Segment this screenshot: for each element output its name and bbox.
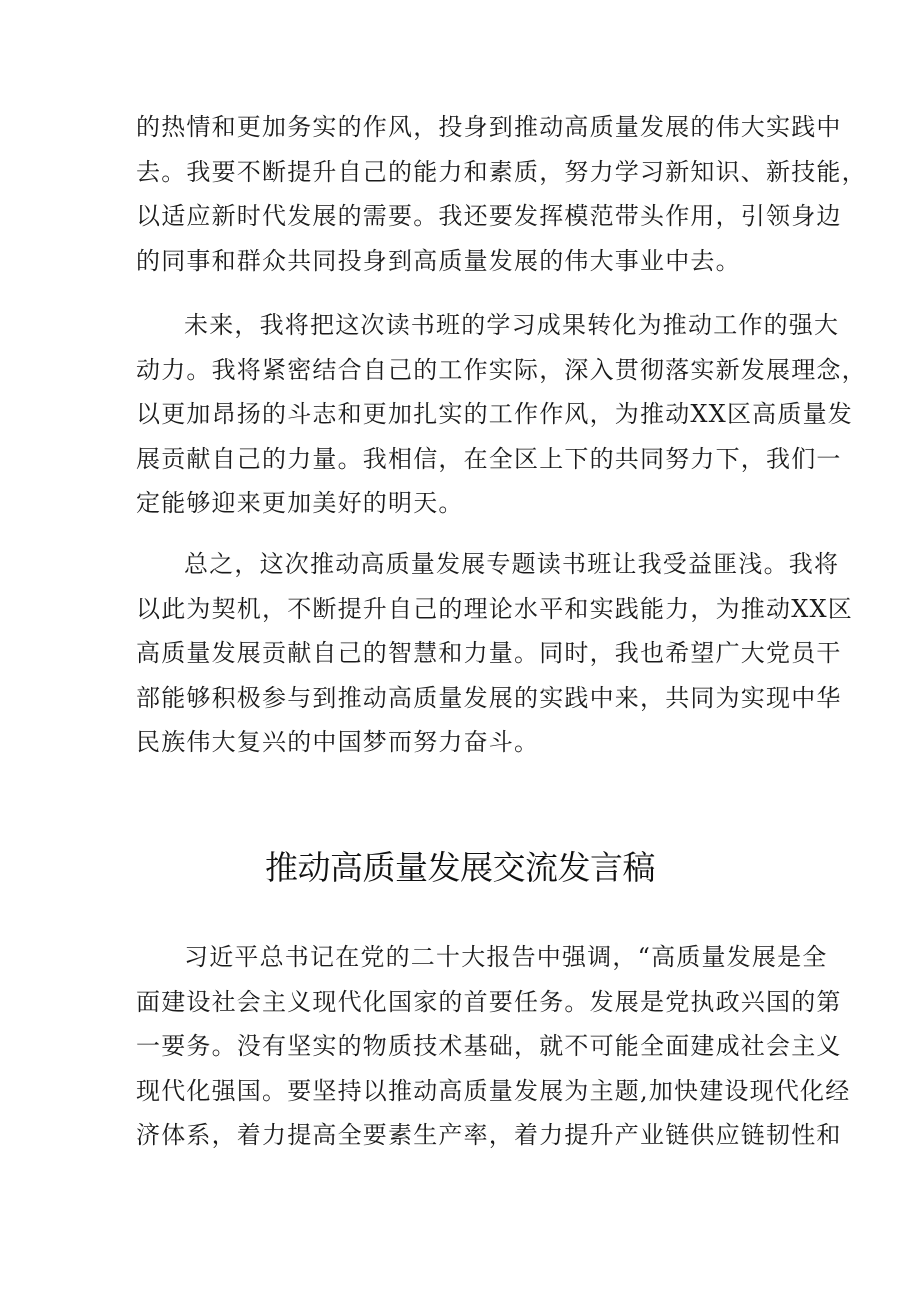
paragraph-summary — [136, 542, 853, 765]
text-line: 总之，这次推动高质量发展专题读书班让我受益匪浅。我将 — [184, 550, 840, 578]
text-line: 以更加昂扬的斗志和更加扎实的工作作风，为推动XX区高质量发 — [136, 400, 853, 428]
text-line: 未来，我将把这次读书班的学习成果转化为推动工作的强大 — [184, 311, 840, 339]
text-line: 高质量发展贡献自己的智慧和力量。同时，我也希望广大党员干 — [136, 639, 842, 667]
text-line: 部能够积极参与到推动高质量发展的实践中来，共同为实现中华 — [136, 683, 842, 712]
text-line: 去。我要不断提升自己的能力和素质，努力学习新知识、新技能， — [136, 157, 867, 186]
text-line: 以此为契机，不断提升自己的理论水平和实践能力，为推动XX区 — [136, 594, 853, 623]
paragraph-speech-opening — [136, 935, 851, 1158]
text-line: 习近平总书记在党的二十大报告中强调，“高质量发展是全 — [184, 943, 828, 971]
text-line: 以适应新时代发展的需要。我还要发挥模范带头作用，引领身边 — [136, 202, 842, 230]
text-line: 民族伟大复兴的中国梦而努力奋斗。 — [136, 728, 540, 756]
paragraph-future — [136, 303, 867, 526]
text-line: 的同事和群众共同投身到高质量发展的伟大事业中去。 — [136, 246, 741, 275]
text-line: 定能够迎来更加美好的明天。 — [136, 489, 464, 517]
text-line: 展贡献自己的力量。我相信，在全区上下的共同努力下，我们一 — [136, 444, 842, 473]
section-title: 推动高质量发展交流发言稿 — [265, 848, 655, 887]
text-line: 一要务。没有坚实的物质技术基础，就不可能全面建成社会主义 — [136, 1032, 842, 1060]
text-line: 动力。我将紧密结合自己的工作实际，深入贯彻落实新发展理念， — [136, 355, 867, 384]
paragraph-continued — [136, 105, 867, 283]
text-line: 现代化强国。要坚持以推动高质量发展为主题,加快建设现代化经 — [136, 1076, 851, 1105]
text-line: 面建设社会主义现代化国家的首要任务。发展是党执政兴国的第 — [136, 987, 842, 1016]
text-line: 济体系，着力提高全要素生产率，着力提升产业链供应链韧性和 — [136, 1121, 842, 1149]
text-line: 的热情和更加务实的作风，投身到推动高质量发展的伟大实践中 — [136, 113, 842, 141]
